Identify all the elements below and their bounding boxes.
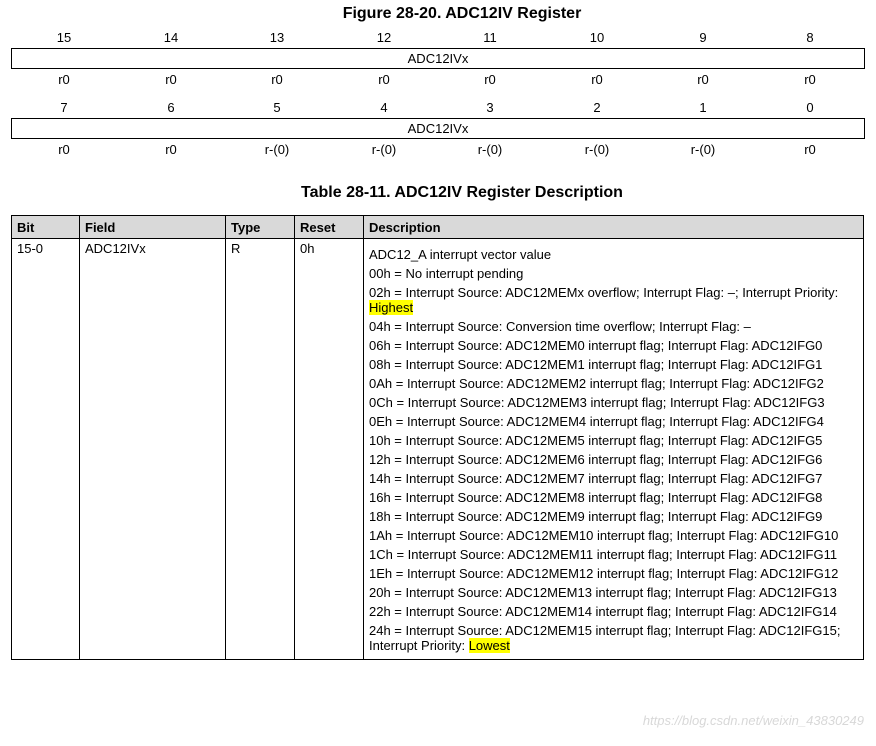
access-value: r-(0) xyxy=(584,142,610,157)
lower-access-row xyxy=(11,142,864,158)
bit-number: 2 xyxy=(593,100,601,115)
bit-number: 15 xyxy=(56,30,72,45)
upper-bit-numbers xyxy=(11,30,864,46)
desc-line: 1Eh = Interrupt Source: ADC12MEM12 interrupt flag; Interrupt Flag: ADC12IFG12 xyxy=(369,566,839,581)
upper-field-box: ADC12IVx xyxy=(11,48,865,69)
access-value: r0 xyxy=(271,72,283,87)
desc-line: 12h = Interrupt Source: ADC12MEM6 interrupt flag; Interrupt Flag: ADC12IFG6 xyxy=(369,452,823,467)
desc-text: 02h = Interrupt Source: ADC12MEMx overflow; Interrupt Flag: –; Interrupt Priority: xyxy=(369,285,839,300)
access-value: r0 xyxy=(804,142,816,157)
access-value: r0 xyxy=(58,142,70,157)
cell-type: R xyxy=(226,239,295,660)
priority-highlight: Lowest xyxy=(468,638,510,653)
bit-number: 8 xyxy=(806,30,814,45)
desc-line: 10h = Interrupt Source: ADC12MEM5 interrupt flag; Interrupt Flag: ADC12IFG5 xyxy=(369,433,823,448)
bit-number: 7 xyxy=(60,100,68,115)
desc-line: 1Ch = Interrupt Source: ADC12MEM11 interrupt flag; Interrupt Flag: ADC12IFG11 xyxy=(369,547,838,562)
bit-number: 13 xyxy=(269,30,285,45)
bit-number: 12 xyxy=(376,30,392,45)
header-field: Field xyxy=(80,216,226,239)
desc-line: 0Ah = Interrupt Source: ADC12MEM2 interrupt flag; Interrupt Flag: ADC12IFG2 xyxy=(369,376,824,391)
cell-reset: 0h xyxy=(295,239,364,660)
desc-line: 04h = Interrupt Source: Conversion time overflow; Interrupt Flag: – xyxy=(369,319,751,334)
table-header-row xyxy=(12,216,864,239)
desc-line xyxy=(369,285,858,315)
desc-line: 0Ch = Interrupt Source: ADC12MEM3 interrupt flag; Interrupt Flag: ADC12IFG3 xyxy=(369,395,825,410)
access-value: r0 xyxy=(804,72,816,87)
bit-number: 3 xyxy=(486,100,494,115)
desc-line: 1Ah = Interrupt Source: ADC12MEM10 interrupt flag; Interrupt Flag: ADC12IFG10 xyxy=(369,528,839,543)
bit-number: 11 xyxy=(483,30,497,45)
access-value: r-(0) xyxy=(371,142,397,157)
access-value: r-(0) xyxy=(264,142,290,157)
bit-number: 6 xyxy=(167,100,175,115)
header-bit: Bit xyxy=(12,216,80,239)
access-value: r0 xyxy=(484,72,496,87)
desc-line: 06h = Interrupt Source: ADC12MEM0 interrupt flag; Interrupt Flag: ADC12IFG0 xyxy=(369,338,823,353)
upper-access-row xyxy=(11,72,864,88)
priority-highlight: Highest xyxy=(369,300,414,315)
bit-number: 10 xyxy=(589,30,605,45)
cell-field: ADC12IVx xyxy=(80,239,226,660)
desc-line: 00h = No interrupt pending xyxy=(369,266,524,281)
desc-line: 14h = Interrupt Source: ADC12MEM7 interrupt flag; Interrupt Flag: ADC12IFG7 xyxy=(369,471,823,486)
access-value: r0 xyxy=(378,72,390,87)
access-value: r0 xyxy=(165,72,177,87)
desc-line: 16h = Interrupt Source: ADC12MEM8 interrupt flag; Interrupt Flag: ADC12IFG8 xyxy=(369,490,823,505)
desc-line: 08h = Interrupt Source: ADC12MEM1 interrupt flag; Interrupt Flag: ADC12IFG1 xyxy=(369,357,823,372)
cell-bit: 15-0 xyxy=(12,239,80,660)
cell-description xyxy=(364,239,864,660)
desc-line: 22h = Interrupt Source: ADC12MEM14 interrupt flag; Interrupt Flag: ADC12IFG14 xyxy=(369,604,837,619)
access-value: r-(0) xyxy=(477,142,503,157)
bit-number: 1 xyxy=(699,100,707,115)
table-title: Table 28-11. ADC12IV Register Description xyxy=(301,184,623,201)
access-value: r0 xyxy=(591,72,603,87)
bit-number: 5 xyxy=(273,100,281,115)
bit-number: 14 xyxy=(163,30,179,45)
access-value: r0 xyxy=(58,72,70,87)
register-description-table xyxy=(11,215,864,660)
access-value: r0 xyxy=(697,72,709,87)
figure-title: Figure 28-20. ADC12IV Register xyxy=(342,5,582,22)
header-description: Description xyxy=(364,216,864,239)
access-value: r-(0) xyxy=(690,142,716,157)
bit-number: 4 xyxy=(380,100,388,115)
desc-line: ADC12_A interrupt vector value xyxy=(369,247,552,262)
access-value: r0 xyxy=(165,142,177,157)
lower-field-box: ADC12IVx xyxy=(11,118,865,139)
desc-line xyxy=(369,623,858,653)
lower-bit-numbers xyxy=(11,100,864,116)
desc-line: 20h = Interrupt Source: ADC12MEM13 interrupt flag; Interrupt Flag: ADC12IFG13 xyxy=(369,585,837,600)
desc-line: 18h = Interrupt Source: ADC12MEM9 interrupt flag; Interrupt Flag: ADC12IFG9 xyxy=(369,509,823,524)
watermark: https://blog.csdn.net/weixin_43830249 xyxy=(642,713,864,728)
header-reset: Reset xyxy=(295,216,364,239)
table-row xyxy=(12,239,864,660)
header-type: Type xyxy=(226,216,295,239)
bit-number: 0 xyxy=(806,100,814,115)
desc-text: 24h = Interrupt Source: ADC12MEM15 interrupt flag; Interrupt Flag: ADC12IFG15; Interrupt Priority: xyxy=(369,623,841,653)
desc-line: 0Eh = Interrupt Source: ADC12MEM4 interrupt flag; Interrupt Flag: ADC12IFG4 xyxy=(369,414,824,429)
bit-number: 9 xyxy=(699,30,707,45)
